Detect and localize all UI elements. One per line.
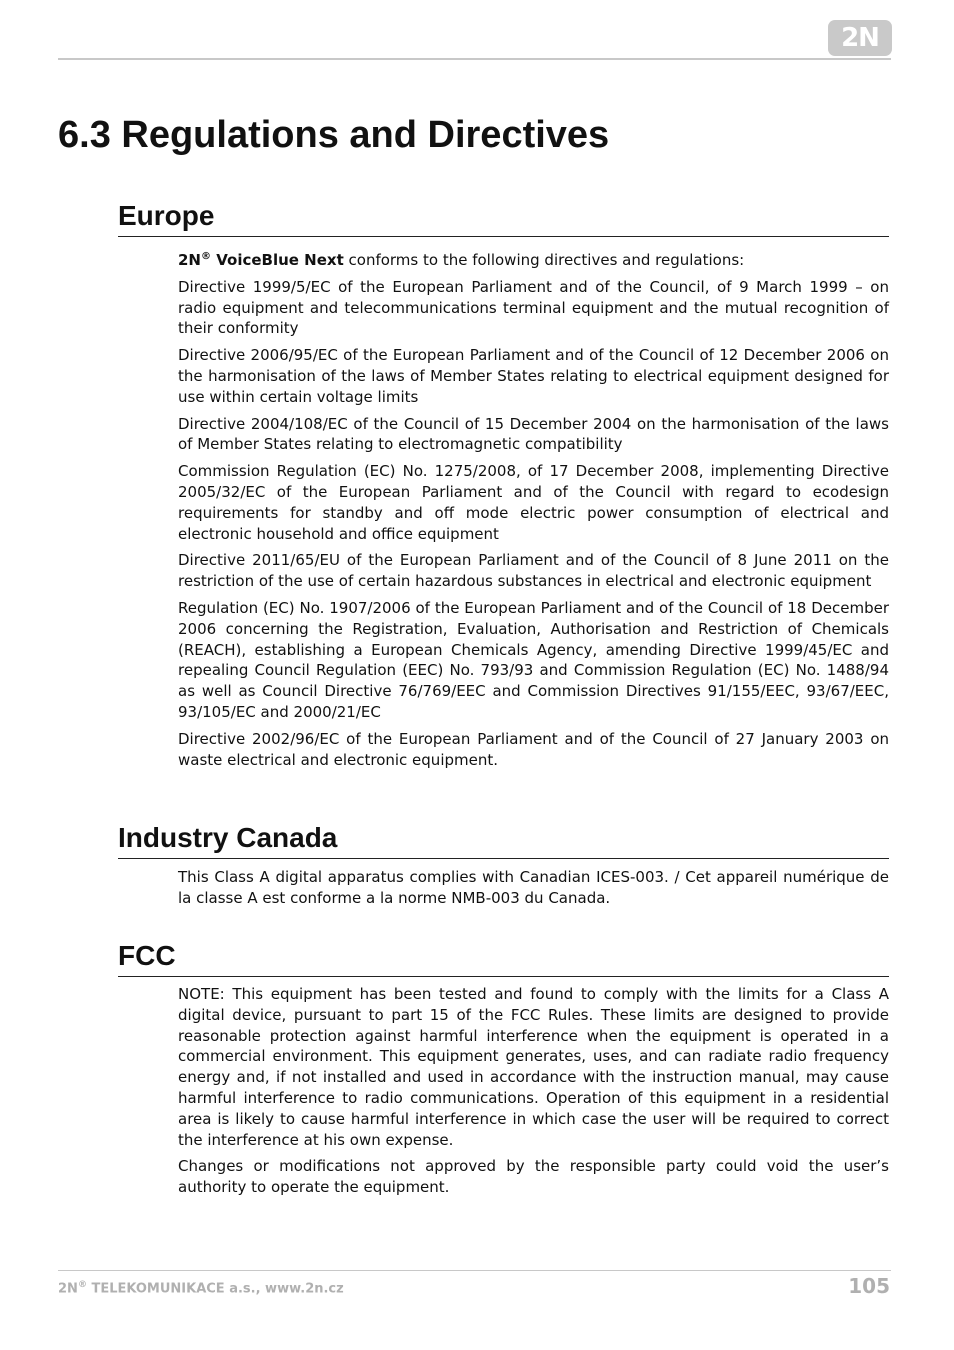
header-divider xyxy=(58,58,891,60)
footer-company: 2N® TELEKOMUNIKACE a.s., www.2n.cz xyxy=(58,1280,344,1297)
europe-directive-item: Directive 1999/5/EC of the European Parliament and of the Council, of 9 March 1999 – on radio equipment and telecommunications terminal equipment and the mutual recognition of their conformity xyxy=(178,277,889,338)
europe-directive-item: Directive 2011/65/EU of the European Parliament and of the Council of 8 June 2011 on the restriction of the use of certain hazardous substances in electrical and electronic equipment xyxy=(178,551,889,591)
section-title-europe: Europe xyxy=(118,198,889,237)
europe-directive-item: Directive 2006/95/EC of the European Parliament and of the Council of 12 December 2006 on the harmonisation of the laws of Member States relating to electrical equipment designed for use within certain voltage limits xyxy=(178,346,889,406)
footer-divider xyxy=(58,1270,891,1271)
page-number: 105 xyxy=(848,1274,890,1298)
canada-statement: This Class A digital apparatus complies with Canadian ICES-003. / Cet appareil numérique de la classe A est conforme a la norme NMB-003 du Canada. xyxy=(178,868,889,907)
europe-directive-item: Commission Regulation (EC) No. 1275/2008, of 17 December 2008, implementing Directive 2005/32/EC of the European Parliament and of the Council with regard to ecodesign requirements for standby and off mode electric power consumption of electrical and electronic household and office equipment xyxy=(178,462,889,543)
section-title-industry-canada: Industry Canada xyxy=(118,820,889,859)
fcc-body xyxy=(178,984,889,1204)
fcc-modifications-note: Changes or modifications not approved by the responsible party could void the user’s authority to operate the equipment. xyxy=(178,1157,889,1197)
page-title: 6.3 Regulations and Directives xyxy=(58,114,610,156)
canada-body xyxy=(178,867,889,915)
europe-directive-item: Directive 2002/96/EC of the European Parliament and of the Council of 27 January 2003 on waste electrical and electronic equipment. xyxy=(178,729,889,769)
section-title-fcc: FCC xyxy=(118,938,889,977)
fcc-note: NOTE: This equipment has been tested and found to comply with the limits for a Class A digital device, pursuant to part 15 of the FCC Rules. These limits are designed to provide reasonable protection against harmful interference when the equipment is operated in a commercial environment. This equipment generates, uses, and can radiate radio frequency energy and, if not installed and used in accordance with the instruction manual, may cause harmful interference to radio communications. Operation of this equipment in a residential area is likely to cause harmful interference in which case the user will be required to correct the interference at his own expense. xyxy=(178,985,889,1149)
europe-directive-item: Directive 2004/108/EC of the Council of 15 December 2004 on the harmonisation of the laws of Member States relating to electromagnetic compatibility xyxy=(178,414,889,454)
2n-logo: 2N xyxy=(828,20,892,56)
europe-body xyxy=(178,247,889,776)
europe-intro: 2N® VoiceBlue Next conforms to the following directives and regulations: xyxy=(178,251,745,269)
europe-directive-item: Regulation (EC) No. 1907/2006 of the European Parliament and of the Council of 18 December 2006 concerning the Registration, Evaluation, Authorisation and Restriction of Chemicals (REACH), establishing a European Chemicals Agency, amending Directive 1999/45/EC and repealing Council Regulation (EEC) No. 793/93 and Commission Regulation (EC) No. 1488/94 as well as Council Directive 76/769/EEC and Commission Directives 91/155/EEC, 93/67/EEC, 93/105/EC and 2000/21/EC xyxy=(178,598,889,721)
